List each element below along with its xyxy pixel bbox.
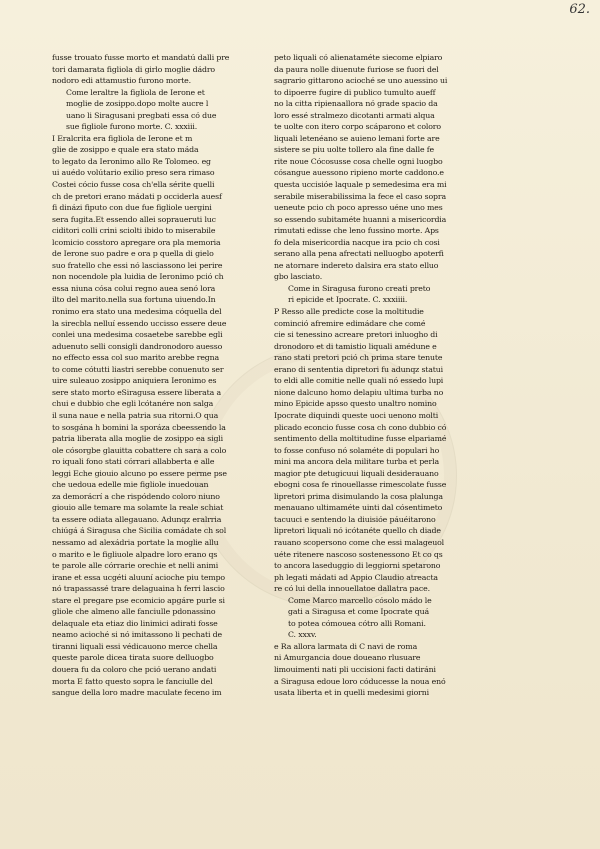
text-line: uéte ritenere nascoso sostenessono Et co qs: [274, 549, 443, 559]
text-line: tiranni liquali essi védicauono merce chella: [52, 641, 218, 651]
text-line: uano li Siragusani pregbati essa có due: [66, 110, 217, 120]
text-line: ta essere odiata allegauano. Adunqz eralrria: [52, 514, 222, 524]
text-line: giouio alle temare ma solamte la reale schiat: [52, 503, 224, 513]
text-line: ueneute pcio ch poco apresso uéne uno mes: [274, 203, 443, 213]
text-line: nione dalcuno homo delapiu ultima turba no: [274, 387, 444, 397]
text-line: sentimento della moltitudine fusse elpariamé: [274, 434, 447, 444]
text-line: I Eralcrita era figliola de Ierone et m: [52, 133, 193, 143]
text-line: ilto del marito.nella sua fortuna uiuendo.In: [52, 295, 216, 305]
text-line: nessamo ad alexádria portate la moglie allu: [52, 537, 219, 547]
text-line: to come cótutti liastri serebbe conuenuto ser: [52, 364, 224, 374]
text-line: Costei cócio fusse cosa ch'ella sérite quelli: [52, 180, 215, 190]
text-line: fusse trouato fusse morto et mandatú dalli pre: [52, 53, 230, 62]
text-line: gliole che almeno alle fanciulle pdonassino: [52, 607, 216, 617]
text-line: Come in Siragusa furono creati preto: [288, 283, 431, 293]
text-line: da paura nolle diuenute furiose se fuori del: [274, 64, 439, 74]
text-line: te parole alle córrarie orechie et nelli animi: [52, 561, 219, 571]
text-line: ebogni cosa fe rinouellasse rimescolate fusse: [274, 480, 447, 490]
text-line: ro iquali fono stati córrari allabberta e alle: [52, 457, 215, 467]
text-line: glie de zosippo e quale era stato máda: [52, 145, 199, 155]
text-line: conlei una medesima cosaetebe sarebbe egli: [52, 330, 223, 340]
text-line: ph legati mádati ad Appio Claudio atreacta: [274, 572, 438, 582]
text-line: to fosse confuso nó solaméte di populari ho: [274, 445, 440, 455]
text-line: tacuuci e sentendo la diuisióe páuéitarono: [274, 514, 436, 524]
text-line: cósangue auessono ripieno morte caddono.e: [274, 168, 444, 178]
text-line: te uolte con itero corpo scáparono et coloro: [274, 122, 441, 132]
text-line: erano di sententia dipretori fu adunqz statui: [274, 364, 443, 374]
text-line: lcomicio cosstoro apregare ora pla memoria: [52, 237, 221, 247]
text-line: serabile miserabilissima la fece el caso sopra: [274, 191, 446, 201]
text-line: irane et essa ucgéti aluuní acioche piu tempo: [52, 572, 225, 582]
text-line: essa niuna cósa colui regno auea senó lora: [52, 283, 216, 293]
text-line: sangue della loro madre maculate feceno im: [52, 688, 222, 698]
text-line: aduenuto selli consigli dandronodoro auesso: [52, 341, 223, 351]
text-line: rauano scopersono come che essi malageuol: [274, 537, 444, 547]
text-line: non nocendole pla luidia de Ieronimo pció ch: [52, 272, 224, 282]
text-line: gbo lasciato.: [274, 272, 323, 282]
text-line: sue figliole furono morte. C. xxxiii.: [66, 122, 198, 132]
text-line: sagrario gittarono acioché se uno auessino ui: [274, 76, 448, 86]
text-line: queste parole dicea tirata suore delluogbo: [52, 653, 214, 663]
text-line: peto liquali có alienataméte siecome elpiaro: [274, 53, 443, 62]
right-text-column: [274, 52, 500, 699]
text-line: delaquale eta etiaz dio linimici adirati fosse: [52, 618, 218, 628]
text-line: chui e dubbio che egli lcótanére non salga: [52, 399, 214, 409]
text-line: loro essé stralmezo dicotanti armati alqua: [274, 110, 435, 120]
text-line: stare el pregare pse ecomicio apgáre purle si: [52, 595, 225, 605]
text-line: sistere se piu uolte tollero ala fine dalle fe: [274, 145, 434, 155]
text-line: gati a Siragusa et come Ipocrate quá: [288, 607, 429, 617]
text-line: ciditori colli crini sciolti ibido to miserabile: [52, 226, 216, 236]
text-line: o marito e le figliuole alpadre loro erano qs: [52, 549, 218, 559]
text-line: ni Amurgancia doue doueano rlusuare: [274, 653, 421, 663]
text-line: Ipocrate diquindi queste uoci uenono molti: [274, 410, 439, 420]
text-line: nó trapassassé trare delaguaina h ferri lascio: [52, 584, 225, 594]
text-line: rano stati pretori pció ch prima stare tenute: [274, 353, 443, 363]
text-line: nodoro edi attamustio furono morte.: [52, 76, 191, 86]
text-line: to legato da Ieronimo allo Re Tolomeo. eg: [52, 156, 211, 166]
text-line: to ancora laseduggio di leggiorni spetarono: [274, 561, 441, 571]
text-line: za demorácrí a che rispódendo coloro niuno: [52, 491, 220, 501]
text-line: neamo acioché si nó imitassono li pechati de: [52, 630, 222, 640]
text-line: ronimo era stato una medesima cóquella del: [52, 307, 222, 317]
text-line: P Resso alle predicte cose la moltitudie: [274, 307, 424, 317]
page-number: 62.: [569, 2, 590, 17]
text-line: la sirecbla nelluí essendo uccisso essere deue: [52, 318, 227, 328]
text-line: no effecto essa col suo marito arebbe regna: [52, 353, 220, 363]
text-line: to sosgána h bomini la sporáza cbeessendo la: [52, 422, 226, 432]
text-line: re có lui della innouellatoe dallatra pace.: [274, 584, 430, 594]
text-line: so essendo subitaméte huanni a misericordia: [274, 214, 447, 224]
text-line: de Ierone suo padre e ora p quella di gielo: [52, 249, 214, 259]
text-line: lipretori liquali nó icótanéte quello ch diade: [274, 526, 441, 536]
text-line: dronodoro et di tamistio liquali amédune e: [274, 341, 437, 351]
text-line: patria liberata alla moglie de zosippo ea sigli: [52, 434, 223, 444]
text-line: Come leraltre la figliola de Ierone et: [66, 87, 205, 97]
text-line: e Ra allora larmata di C navi de roma: [274, 641, 418, 651]
text-line: ui auédo volútario exilio preso sera rimaso: [52, 168, 215, 178]
text-line: moglie de zosippo.dopo molte aucre l: [66, 99, 209, 109]
text-line: mino Epicide apsso questo unaltro nomino: [274, 399, 437, 409]
text-line: fi dinázi fiputo con due fue figliole uergini: [52, 203, 212, 213]
text-line: Come Marco marcello cósolo mádo le: [288, 595, 432, 605]
text-line: a Siragusa edoue loro códucesse la noua enó: [274, 676, 446, 686]
text-line: sere stato morto eSiragusa essere liberata a: [52, 387, 221, 397]
text-line: no la citta ripienaallora nó grade spacio da: [274, 99, 438, 109]
text-line: chiúgá á Siragusa che Sicilia comádate ch sol: [52, 526, 227, 536]
text-line: plicado econcio fusse cosa ch cono dubbio có: [274, 422, 447, 432]
text-line: morta E fatto questo sopra le fanciulle del: [52, 676, 213, 686]
text-line: usata liberta et in quelli medesimi giorni: [274, 688, 429, 698]
text-line: C. xxxv.: [288, 630, 317, 640]
text-line: fo dela misericordia nacque ira pcio ch cosi: [274, 237, 440, 247]
text-line: limouimenti nati pli uccisioni facti datiráni: [274, 664, 436, 674]
text-line: leggi Eche giouio alcuno po essere perme pse: [52, 468, 227, 478]
text-line: serano alla pena afrectati nelluogbo apoterfi: [274, 249, 444, 259]
text-line: to potea cómouea cótro alli Romani.: [288, 618, 426, 628]
text-line: ri epicide et Ipocrate. C. xxxiiii.: [288, 295, 408, 305]
text-line: suo fratello che essi nó lasciassono lei perire: [52, 260, 223, 270]
text-line: ole cósorgbe glauitta cobattere ch sara a colo: [52, 445, 227, 455]
text-line: to dipoerre fugire di publico tumulto aueff: [274, 87, 436, 97]
text-line: mini ma ancora dela militare turba et perla: [274, 457, 439, 467]
text-line: sera fugita.Et essendo allei sopraueruti luc: [52, 214, 216, 224]
text-line: rite noue Cócosusse cosa chelle ogni luogbo: [274, 156, 443, 166]
text-line: rimutati edisse che leno fussino morte. Aps: [274, 226, 439, 236]
text-line: ne atornare indereto dalsira era stato elluo: [274, 260, 439, 270]
text-line: lipretori prima disimulando la cosa plalunga: [274, 491, 443, 501]
left-text-column: [52, 52, 278, 699]
text-line: menauano ultimaméte uinti dal cósentimeto: [274, 503, 443, 513]
text-line: cominció afremire edimádare che comé: [274, 318, 426, 328]
text-line: to eldi alle comitie nelle quali nó essedo lupi: [274, 376, 444, 386]
text-line: ch de pretori erano mádati p occiderla auesf: [52, 191, 222, 201]
text-line: liquali letenéano se auieno lemani forte are: [274, 133, 440, 143]
text-line: questa uccisióe laquale p semedesima era mi: [274, 180, 447, 190]
text-line: douera fu da coloro che pció uerano andati: [52, 664, 217, 674]
text-line: cie si tenessino acreare pretori inluogho di: [274, 330, 438, 340]
text-line: il suna naue e nella patria sua ritorni.O qua: [52, 410, 219, 420]
text-line: che uedoua edelle mie figliole inuedouan: [52, 480, 209, 490]
text-line: magior pte detugicuui liquali desiderauano: [274, 468, 439, 478]
text-line: tori damarata figliola di girlo moglie dádro: [52, 64, 215, 74]
text-line: uire suleauo zosippo aniquiera Ieronimo es: [52, 376, 217, 386]
